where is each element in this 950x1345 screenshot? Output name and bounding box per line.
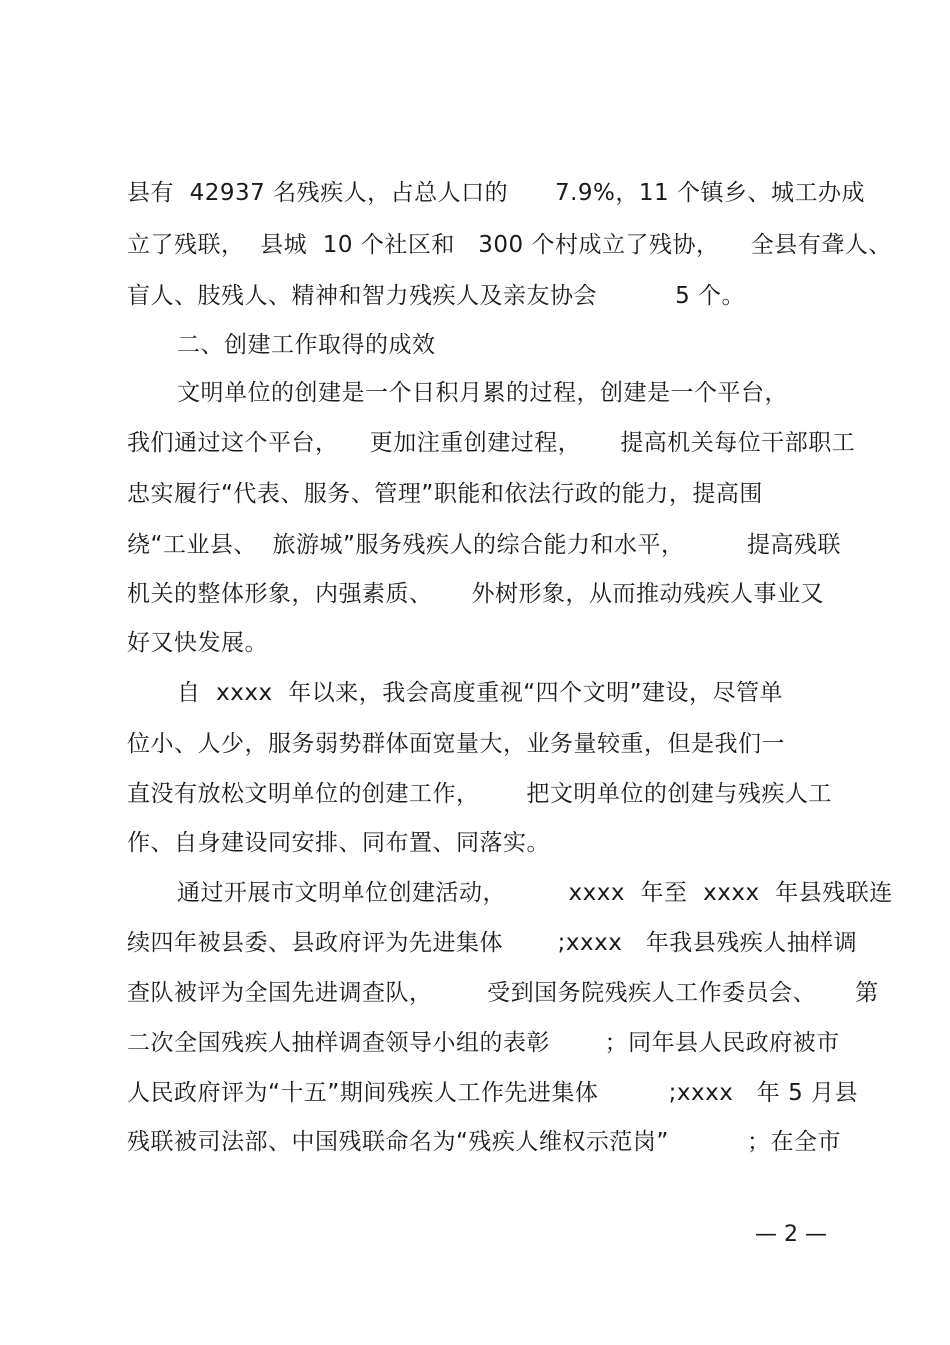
body-line: 查队被评为全国先进调查队， 受到国务院残疾人工作委员会、 第 [127, 980, 879, 1006]
body-line: 县有 42937 名残疾人，占总人口的 7.9%，11 个镇乡、城工办成 [127, 180, 865, 206]
body-line: 作、自身建设同安排、同布置、同落实。 [127, 830, 550, 856]
body-line: 我们通过这个平台， 更加注重创建过程， 提高机关每位干部职工 [127, 430, 856, 456]
body-line: 忠实履行“代表、服务、管理”职能和依法行政的能力，提高围 [127, 481, 763, 507]
body-line: 二次全国残疾人抽样调查领导小组的表彰 ；同年县人民政府被市 [127, 1030, 840, 1056]
section-heading: 二、创建工作取得的成效 [177, 332, 436, 358]
body-line: 绕“工业县、 旅游城”服务残疾人的综合能力和水平， 提高残联 [127, 532, 841, 558]
body-line: 人民政府评为“十五”期间残疾人工作先进集体 ;xxxx 年 5 月县 [127, 1080, 859, 1106]
page-number: — 2 — [755, 1222, 827, 1247]
body-line: 续四年被县委、县政府评为先进集体 ;xxxx 年我县残疾人抽样调 [127, 930, 858, 956]
body-line: 直没有放松文明单位的创建工作， 把文明单位的创建与残疾人工 [127, 781, 832, 807]
body-line: 自 xxxx 年以来，我会高度重视“四个文明”建设，尽管单 [177, 680, 784, 706]
body-line: 立了残联， 县城 10 个社区和 300 个村成立了残协， 全县有聋人、 [127, 232, 892, 258]
body-line: 通过开展市文明单位创建活动， xxxx 年至 xxxx 年县残联连 [177, 880, 893, 906]
body-line: 机关的整体形象，内强素质、 外树形象，从而推动残疾人事业又 [127, 581, 825, 607]
body-line: 好又快发展。 [127, 630, 268, 656]
body-line: 位小、人少，服务弱势群体面宽量大，业务量较重，但是我们一 [127, 731, 785, 757]
body-line: 残联被司法部、中国残联命名为“残疾人维权示范岗” ；在全市 [127, 1129, 841, 1155]
body-line: 文明单位的创建是一个日积月累的过程，创建是一个平台， [177, 380, 788, 406]
body-line: 盲人、肢残人、精神和智力残疾人及亲友协会 5 个。 [127, 283, 746, 309]
